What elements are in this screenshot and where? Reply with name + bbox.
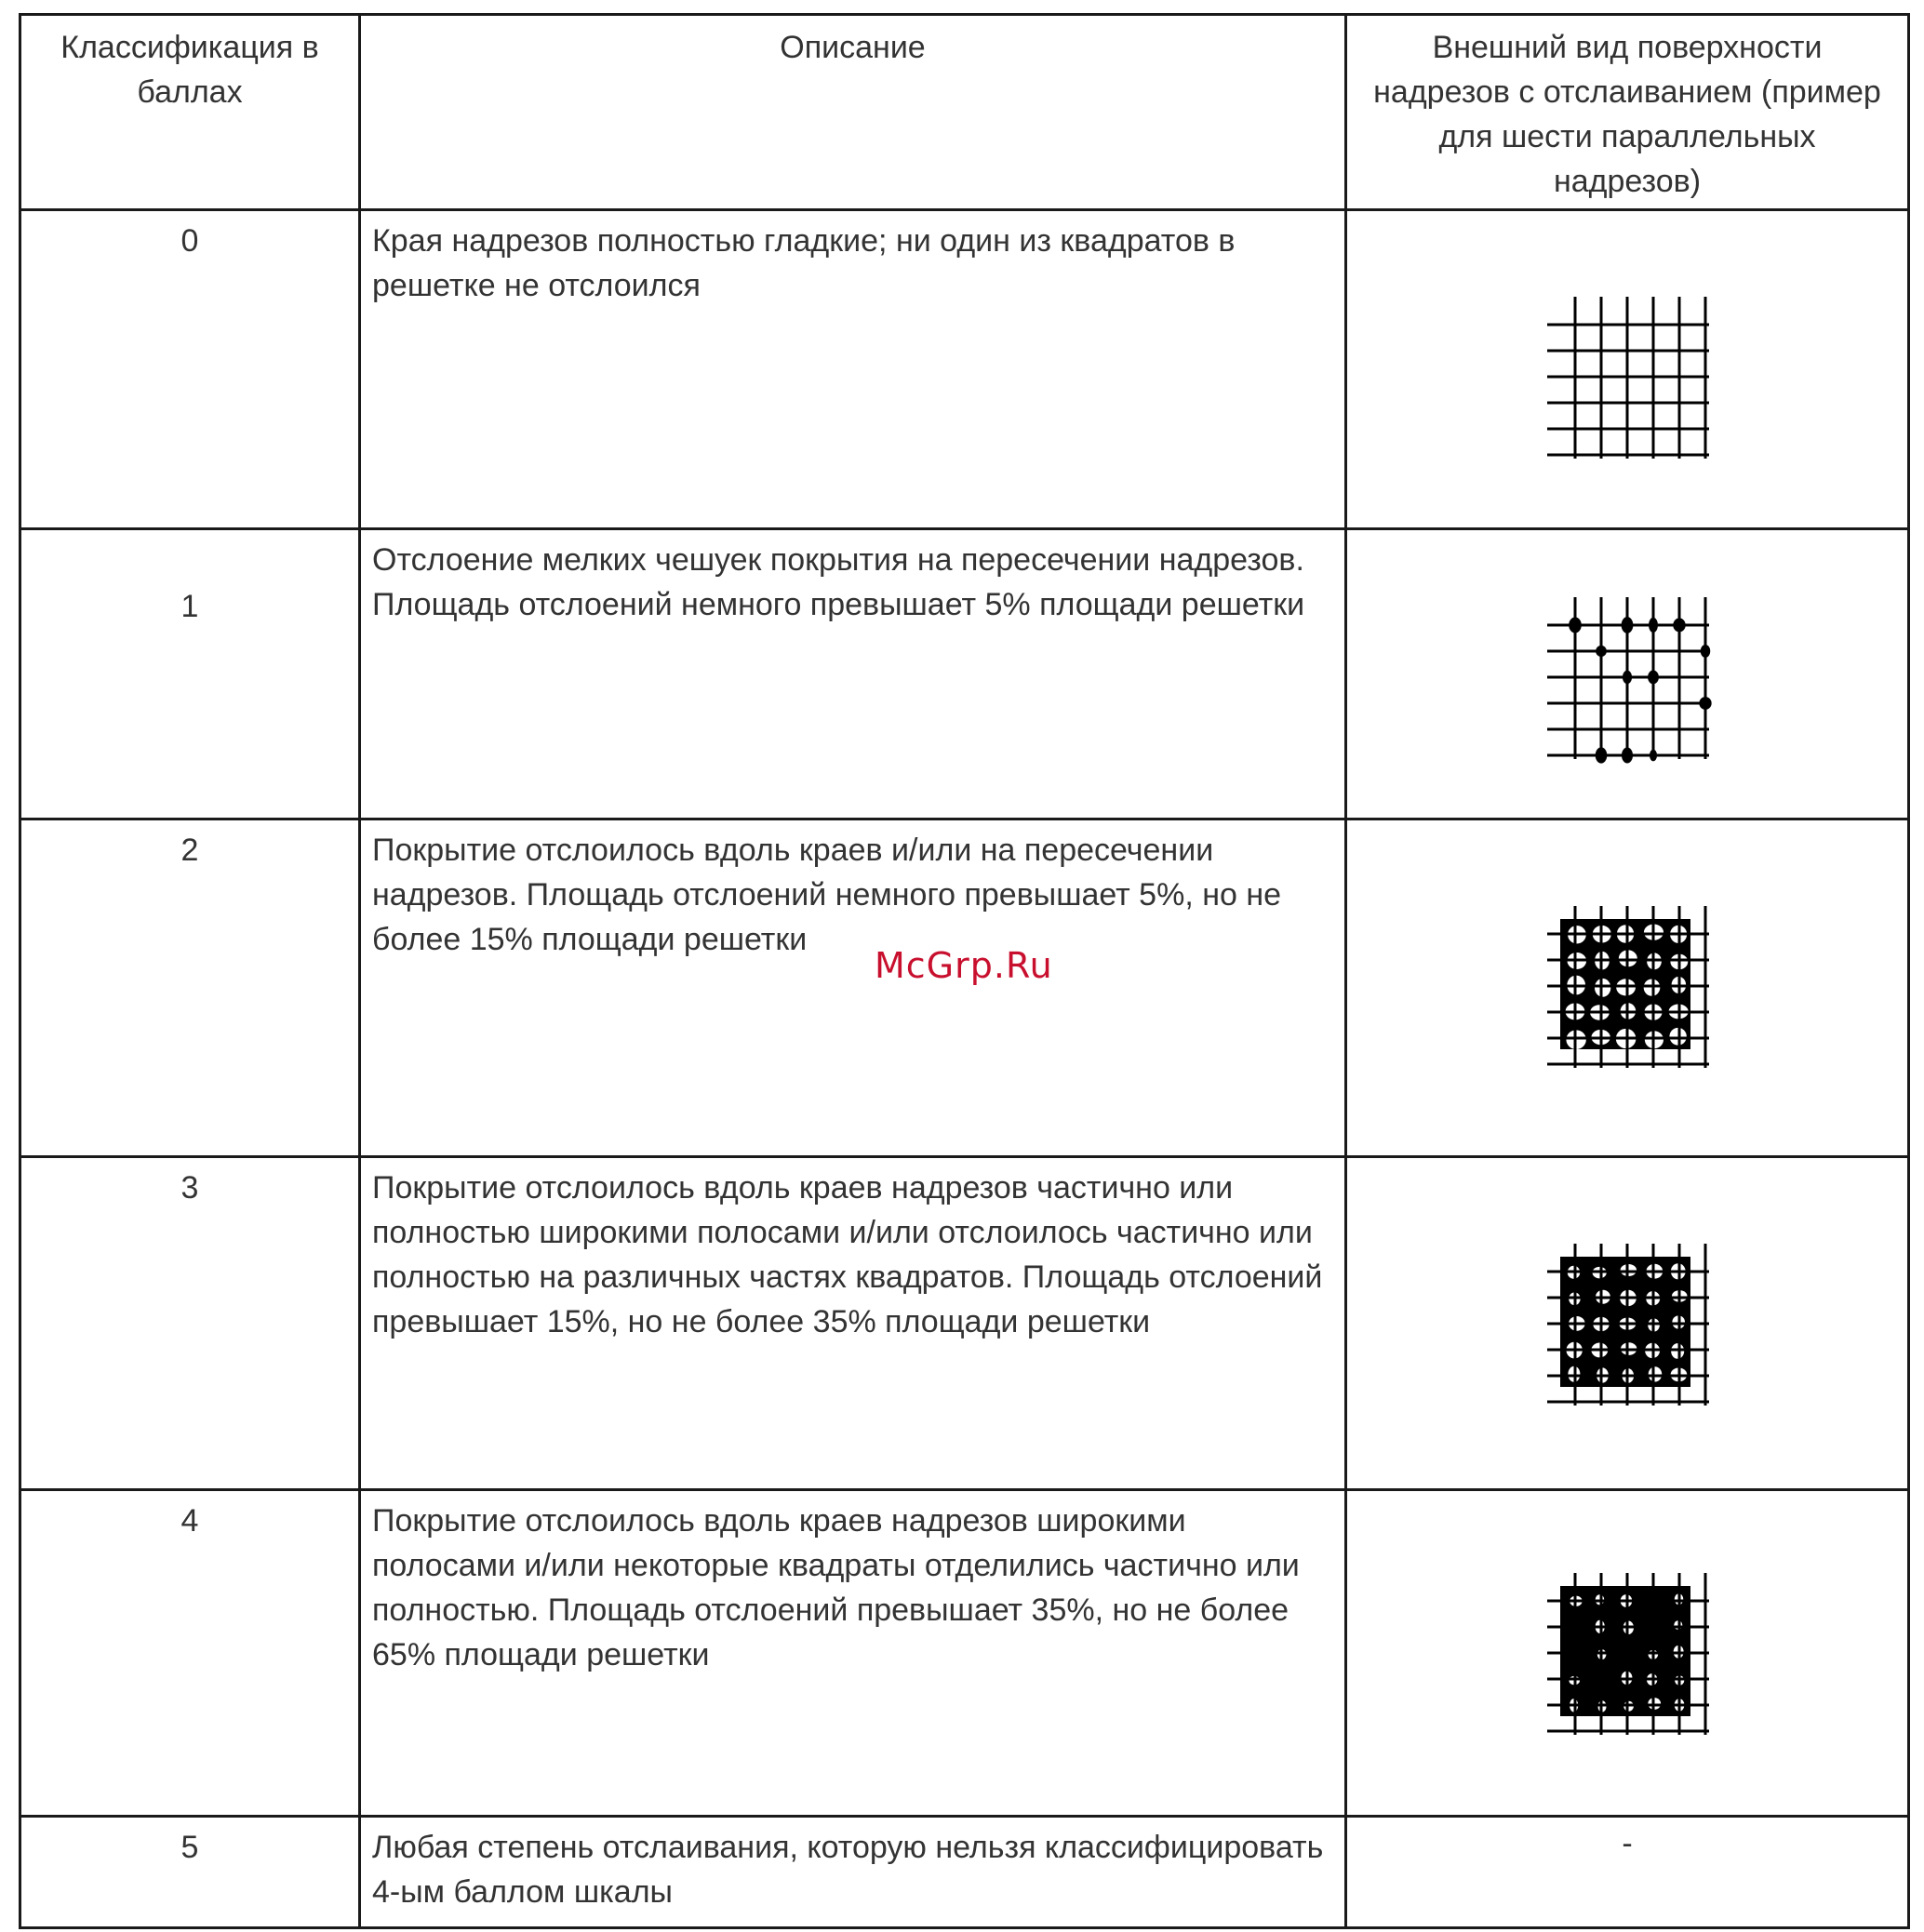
illustration-cell bbox=[1346, 1156, 1909, 1490]
description-cell bbox=[360, 1156, 1346, 1490]
grid-clean-icon bbox=[1516, 265, 1739, 488]
header-grade: Классификация в баллах bbox=[60, 30, 319, 110]
table-row bbox=[20, 1490, 1909, 1817]
description-text: Края надрезов полностью гладкие; ни один из квадратов в решетке не отслоился bbox=[372, 223, 1236, 304]
table-header-row bbox=[20, 15, 1909, 210]
flake bbox=[1623, 671, 1632, 684]
illustration-cell bbox=[1346, 1490, 1909, 1817]
illustration-cell bbox=[1346, 210, 1909, 528]
grid-squares-detached-icon bbox=[1516, 1541, 1739, 1765]
flake bbox=[1596, 747, 1608, 763]
header-description: Описание bbox=[780, 30, 926, 65]
flake bbox=[1673, 618, 1685, 632]
table-row bbox=[20, 210, 1909, 528]
intact-square bbox=[1595, 979, 1610, 997]
header-cell-grade bbox=[20, 15, 360, 210]
flake bbox=[1622, 747, 1633, 763]
grade-value: 4 bbox=[180, 1503, 199, 1539]
description-cell bbox=[360, 819, 1346, 1157]
flake bbox=[1648, 670, 1659, 684]
illustration-cell bbox=[1346, 819, 1909, 1157]
no-illustration-dash: - bbox=[1622, 1825, 1633, 1861]
grade-value: 0 bbox=[180, 223, 199, 260]
illustration-cell bbox=[1346, 528, 1909, 819]
table-row bbox=[20, 528, 1909, 819]
table-row bbox=[20, 819, 1909, 1157]
grid-small-flakes-icon bbox=[1516, 566, 1739, 789]
grade-cell bbox=[20, 1156, 360, 1490]
description-text: Любая степень отслаивания, которую нельзя классифицировать 4-ым баллом шкалы bbox=[372, 1829, 1324, 1910]
description-text: Покрытие отслоилось вдоль краев надрезов частично или полностью широкими полосами и/или отслоилось частично или полностью на различных частях квадратов. Площадь отслоений превышает 15%, но не более 35% площади решетки bbox=[372, 1169, 1323, 1339]
grid-edge-peeling-icon bbox=[1516, 874, 1739, 1098]
flake bbox=[1569, 617, 1582, 633]
header-cell-appearance bbox=[1346, 15, 1909, 210]
flake bbox=[1699, 697, 1711, 710]
description-text: Покрытие отслоилось вдоль краев и/или на пересечении надрезов. Площадь отслоений немного превышает 5%, но не более 15% площади решетки bbox=[372, 833, 1282, 958]
flake bbox=[1650, 749, 1657, 761]
grade-cell bbox=[20, 819, 360, 1157]
description-cell bbox=[360, 1490, 1346, 1817]
grade-value: 5 bbox=[180, 1829, 199, 1865]
grade-value: 2 bbox=[180, 833, 199, 869]
grid-wide-strips-icon bbox=[1516, 1212, 1739, 1435]
grade-cell bbox=[20, 528, 360, 819]
header-cell-description bbox=[360, 15, 1346, 210]
flake bbox=[1596, 646, 1607, 657]
description-cell bbox=[360, 210, 1346, 528]
table-row bbox=[20, 1816, 1909, 1927]
table-row bbox=[20, 1156, 1909, 1490]
flake bbox=[1622, 617, 1634, 633]
description-cell bbox=[360, 1816, 1346, 1927]
grade-value: 1 bbox=[180, 588, 199, 624]
header-appearance: Внешний вид поверхности надрезов с отслаиванием (пример для шести параллельных надрезов) bbox=[1373, 30, 1881, 199]
grade-cell bbox=[20, 210, 360, 528]
grade-value: 3 bbox=[180, 1169, 199, 1206]
flake bbox=[1701, 645, 1710, 658]
grade-cell bbox=[20, 1816, 360, 1927]
grade-cell bbox=[20, 1490, 360, 1817]
intact-square bbox=[1649, 1366, 1662, 1381]
illustration-cell bbox=[1346, 1816, 1909, 1927]
description-text: Покрытие отслоилось вдоль краев надрезов широкими полосами и/или некоторые квадраты отделились частично или полностью. Площадь отслоений превышает 35%, но не более 65% площади решетки bbox=[372, 1503, 1300, 1673]
flake bbox=[1649, 618, 1658, 633]
description-cell bbox=[360, 528, 1346, 819]
watermark: McGrp.Ru bbox=[875, 945, 1053, 986]
description-text: Отслоение мелких чешуек покрытия на пересечении надрезов. Площадь отслоений немного превышает 5% площади решетки bbox=[372, 541, 1305, 622]
intact-square bbox=[1644, 979, 1661, 996]
